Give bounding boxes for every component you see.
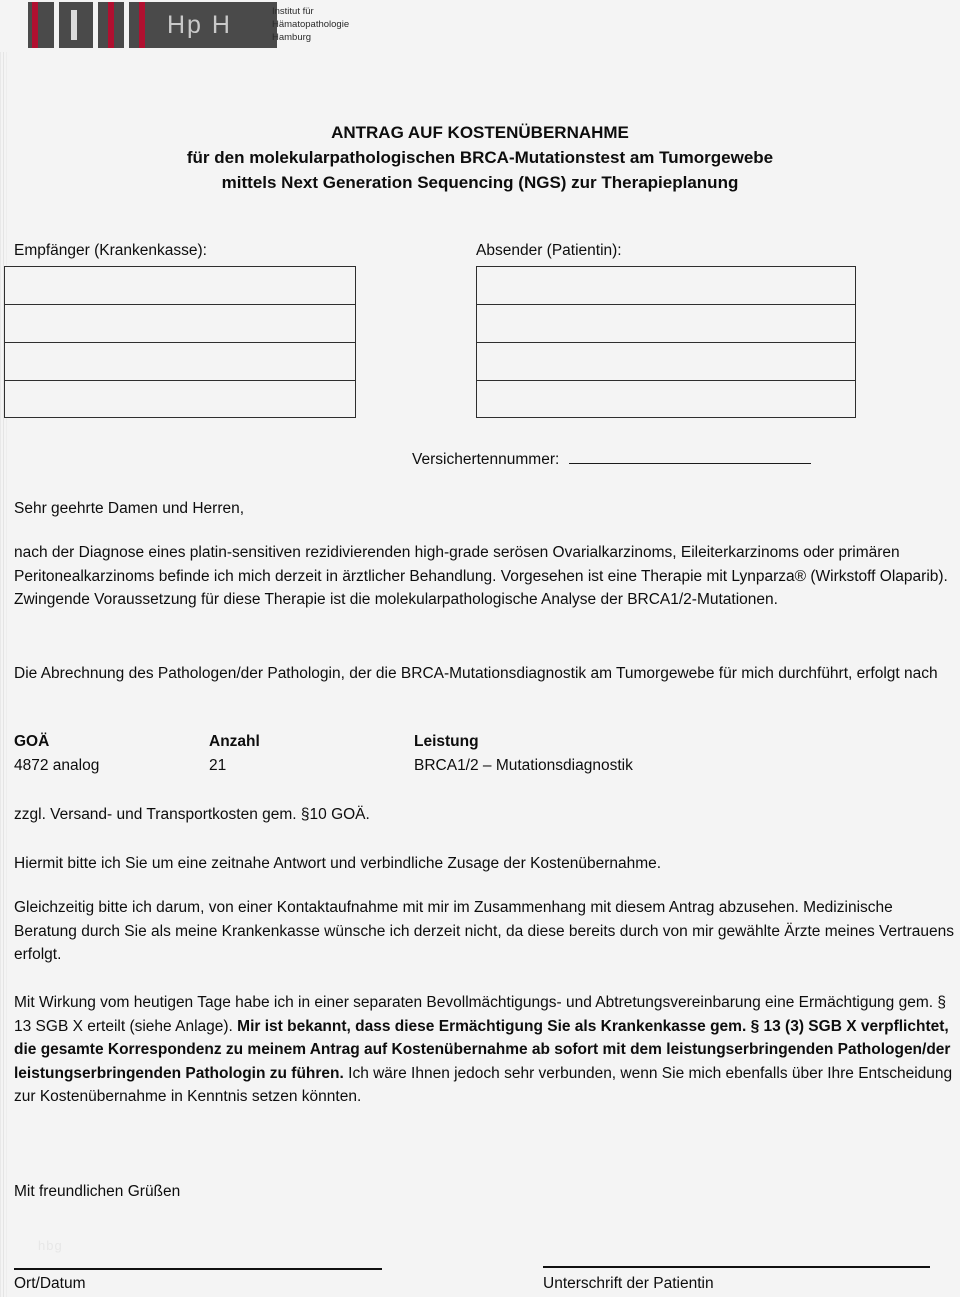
institute-logo (28, 2, 277, 48)
column-header-leistung: Leistung (414, 733, 479, 750)
table-row (14, 754, 774, 777)
recipient-label: Empfänger (Krankenkasse): (14, 242, 207, 259)
billing-intro-paragraph: Die Abrechnung des Pathologen/der Pathologin, der die BRCA-Mutationsdiagnostik am Tumorgewebe für mich durchführt, erfolgt nach (14, 665, 938, 682)
logo-wordmark-block (129, 2, 277, 48)
authority-text-bold: Mir ist bekannt, dass diese Ermächtigung Sie als Krankenkasse gem. § 13 (3) SGB X verpflichtet, die gesamte Korrespondenz zu meinem Antrag auf Kostenübernahme ab sofort mit dem leistungserbringenden Pathologen/der leistungserbringenden Pathologin zu führen. (14, 1017, 951, 1082)
goa-billing-table (14, 733, 774, 777)
logo-wordmark-text: Hp H (167, 10, 232, 39)
sender-address-box[interactable] (476, 266, 856, 418)
patient-signature-label: Unterschrift der Patientin (543, 1275, 714, 1292)
recipient-row-1[interactable] (5, 267, 355, 305)
recipient-address-box[interactable] (4, 266, 356, 418)
column-header-goa: GOÄ (14, 733, 50, 750)
closing-text: Mit freundlichen Grüßen (14, 1183, 181, 1200)
date-signature-line[interactable] (14, 1268, 382, 1270)
title-line-1: ANTRAG AUF KOSTENÜBERNAHME (331, 123, 629, 142)
insurance-number-field (412, 450, 811, 469)
title-line-2: für den molekularpathologischen BRCA-Mutationstest am Tumorgewebe (186, 148, 774, 167)
page-header (0, 0, 960, 52)
logo-red-bar-3 (139, 2, 145, 48)
authority-text-part-2: Ich wäre Ihnen jedoch sehr verbunden, wenn Sie mich ebenfalls über Ihre Entscheidung zur Kostenübernahme in Kenntnis setzen könnten. (14, 1064, 953, 1105)
shipping-note-text: zzgl. Versand- und Transportkosten gem. §10 GOÄ. (14, 806, 370, 823)
cell-goa-code: 4872 analog (14, 757, 100, 774)
date-signature-label: Ort/Datum (14, 1275, 86, 1292)
sender-label: Absender (Patientin): (476, 242, 622, 259)
logo-red-bar-1 (32, 2, 38, 48)
document-title (0, 120, 960, 195)
sender-row-4[interactable] (477, 381, 855, 419)
logo-red-bar-2 (108, 2, 114, 48)
insurance-number-label: Versichertennummer: (412, 451, 560, 468)
title-line-3: mittels Next Generation Sequencing (NGS) zur Therapieplanung (221, 173, 739, 192)
institute-line-3: Hamburg (272, 32, 312, 43)
cell-leistung: BRCA1/2 – Mutationsdiagnostik (414, 757, 633, 774)
institute-address (272, 5, 349, 44)
table-header-row (14, 733, 774, 754)
sender-row-2[interactable] (477, 305, 855, 343)
contact-paragraph: Gleichzeitig bitte ich darum, von einer Kontaktaufnahme mit mir im Zusammenhang mit diesem Antrag abzusehen. Medizinische Beratung durch Sie als meine Krankenkasse wünsche ich derzeit nicht, da diese bereits durch von mir gewählte Ärzte meines Vertrauens erfolgt. (14, 899, 954, 963)
logo-white-bar (71, 10, 77, 40)
column-header-anzahl: Anzahl (209, 733, 260, 750)
patient-signature-line[interactable] (543, 1266, 930, 1268)
recipient-row-4[interactable] (5, 381, 355, 419)
authority-text-part-1: Mit Wirkung vom heutigen Tage habe ich in einer separaten Bevollmächtigungs- und Abtretungsvereinbarung eine Ermächtigung gem. § 13 SGB X erteilt (siehe Anlage). (14, 994, 946, 1035)
authority-paragraph (14, 991, 958, 1109)
institute-line-1: Institut für (272, 6, 314, 17)
logo-bar-block-1 (28, 2, 54, 48)
request-paragraph: Hiermit bitte ich Sie um eine zeitnahe Antwort und verbindliche Zusage der Kostenübernahme. (14, 855, 662, 872)
logo-bar-block-2 (59, 2, 93, 48)
watermark-text: hbg (38, 1238, 63, 1253)
logo-bar-block-3 (98, 2, 124, 48)
sender-row-1[interactable] (477, 267, 855, 305)
recipient-row-3[interactable] (5, 343, 355, 381)
salutation-text: Sehr geehrte Damen und Herren, (14, 500, 245, 517)
recipient-row-2[interactable] (5, 305, 355, 343)
institute-line-2: Hämatopathologie (272, 19, 350, 30)
cell-anzahl: 21 (209, 757, 227, 774)
sender-row-3[interactable] (477, 343, 855, 381)
insurance-number-input[interactable] (569, 450, 811, 464)
diagnosis-paragraph: nach der Diagnose eines platin-sensitiven rezidivierenden high-grade serösen Ovarialkarzinoms, Eileiterkarzinoms oder primären Peritonealkarzinoms befinde ich mich derzeit in ärztlicher Behandlung. Vorgesehen ist eine Therapie mit Lynparza® (Wirkstoff Olaparib). Zwingende Voraussetzung für diese Therapie ist die molekularpathologische Analyse der BRCA1/2-Mutationen. (14, 544, 948, 608)
